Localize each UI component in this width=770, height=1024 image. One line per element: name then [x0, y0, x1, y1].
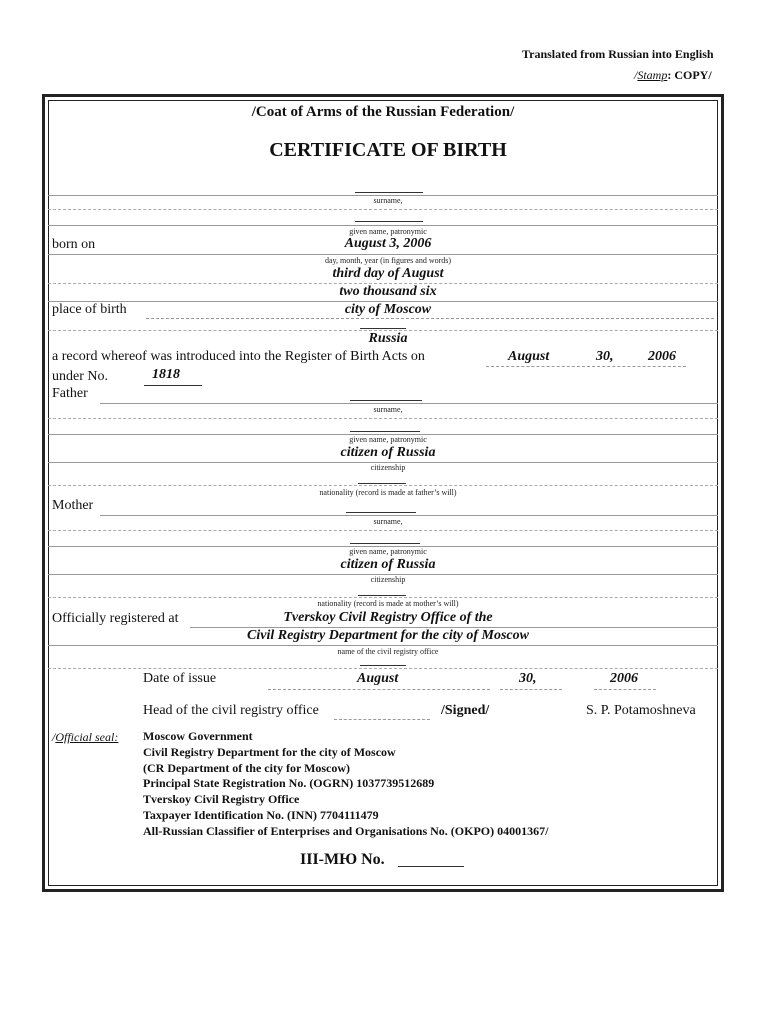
mother-citizenship: citizen of Russia: [340, 557, 436, 572]
certificate-title: CERTIFICATE OF BIRTH: [269, 139, 507, 161]
mother-citizenship-caption: citizenship: [370, 575, 406, 584]
row-rule: [48, 597, 718, 598]
row-rule: [48, 418, 718, 419]
birth-country: Russia: [368, 331, 408, 346]
father-surname-caption: surname,: [373, 405, 403, 414]
birth-city: city of Moscow: [344, 302, 432, 317]
child-given-caption: given name, patronymic: [349, 227, 427, 236]
mother-given-caption: given name, patronymic: [349, 547, 427, 556]
series-number: III-МЮ No.: [300, 851, 385, 868]
birth-city-underline: [360, 328, 406, 329]
issue-month: August: [357, 671, 399, 686]
father-nationality-line: [358, 483, 406, 484]
registry-office-caption: name of the civil registry office: [337, 647, 439, 656]
row-rule: [48, 254, 718, 255]
place-of-birth-line: [146, 318, 714, 319]
father-citizenship: citizen of Russia: [340, 445, 436, 460]
official-seal-text: [143, 729, 548, 840]
official-seal-label: [52, 730, 118, 745]
birth-date-words-1: third day of August: [332, 266, 444, 281]
row-rule: [48, 668, 718, 669]
mother-surname-line: [346, 512, 416, 513]
official-seal-prefix: /: [52, 730, 56, 744]
mother-surname-caption: surname,: [373, 517, 403, 526]
coat-of-arms-caption: /Coat of Arms of the Russian Federation/: [251, 104, 515, 120]
issue-month-line: [268, 689, 490, 690]
translation-note: Translated from Russian into English: [522, 47, 714, 61]
head-of-office-label: Head of the civil registry office: [143, 703, 319, 718]
under-no-label: under No.: [52, 369, 108, 384]
issue-day: 30,: [519, 671, 537, 686]
row-rule: [48, 209, 718, 210]
record-date-line: [486, 366, 686, 367]
date-caption: day, month, year (in figures and words): [324, 256, 452, 265]
child-given-line: [355, 221, 423, 222]
record-intro: a record whereof was introduced into the Register of Birth Acts on: [52, 349, 425, 364]
row-rule: [100, 515, 718, 516]
series-number-line: [398, 866, 464, 867]
born-on-label: born on: [52, 237, 96, 252]
birth-date: August 3, 2006: [344, 236, 432, 251]
seal-line: (CR Department of the city for Moscow): [143, 760, 351, 775]
row-rule: [100, 403, 718, 404]
mother-nationality-line: [358, 595, 406, 596]
father-given-caption: given name, patronymic: [349, 435, 427, 444]
registry-office-line-1: Tverskoy Civil Registry Office of the: [283, 610, 493, 625]
seal-line: Principal State Registration No. (OGRN) 1037739512689: [143, 776, 435, 791]
seal-line: Tverskoy Civil Registry Office: [143, 792, 300, 807]
seal-line: All-Russian Classifier of Enterprises and Organisations No. (OKPO) 04001367/: [143, 823, 549, 838]
row-rule: [48, 645, 718, 646]
head-signature-line: [334, 719, 430, 720]
issue-year: 2006: [610, 671, 638, 686]
mother-given-line: [350, 543, 420, 544]
signed-mark: /Signed/: [441, 703, 490, 718]
record-month: August: [508, 349, 550, 364]
stamp-prefix: /: [634, 68, 638, 82]
registered-at-label: Officially registered at: [52, 611, 179, 626]
row-rule: [48, 485, 718, 486]
father-label: Father: [52, 386, 88, 401]
issue-year-line: [594, 689, 656, 690]
record-year: 2006: [648, 349, 676, 364]
place-of-birth-label: place of birth: [52, 302, 127, 317]
record-number: 1818: [152, 367, 180, 382]
father-nationality-caption: nationality (record is made at father’s will): [319, 488, 457, 497]
issue-day-line: [500, 689, 562, 690]
seal-line: Civil Registry Department for the city of Moscow: [143, 744, 396, 759]
row-rule: [48, 225, 718, 226]
father-citizenship-caption: citizenship: [370, 463, 406, 472]
child-surname-line: [355, 192, 423, 193]
seal-line: Taxpayer Identification No. (INN) 7704111479: [143, 807, 379, 822]
official-seal-word: Official seal:: [55, 730, 119, 744]
father-given-line: [350, 431, 420, 432]
head-name: S. P. Potamoshneva: [586, 703, 696, 718]
birth-date-words-2: two thousand six: [339, 284, 437, 299]
stamp-suffix: : COPY/: [667, 68, 712, 82]
mother-nationality-caption: nationality (record is made at mother’s will): [317, 599, 459, 608]
mother-label: Mother: [52, 498, 94, 513]
registry-office-underline: [360, 665, 406, 666]
stamp-word: Stamp: [637, 68, 668, 82]
child-surname-caption: surname,: [373, 196, 403, 205]
row-rule: [48, 530, 718, 531]
stamp-note: [634, 68, 712, 83]
date-of-issue-label: Date of issue: [143, 671, 217, 686]
record-day: 30,: [596, 349, 614, 364]
registry-office-line-2: Civil Registry Department for the city of Moscow: [247, 628, 529, 643]
record-number-line: [144, 385, 202, 386]
father-surname-line: [350, 400, 422, 401]
seal-line: Moscow Government: [143, 729, 253, 743]
